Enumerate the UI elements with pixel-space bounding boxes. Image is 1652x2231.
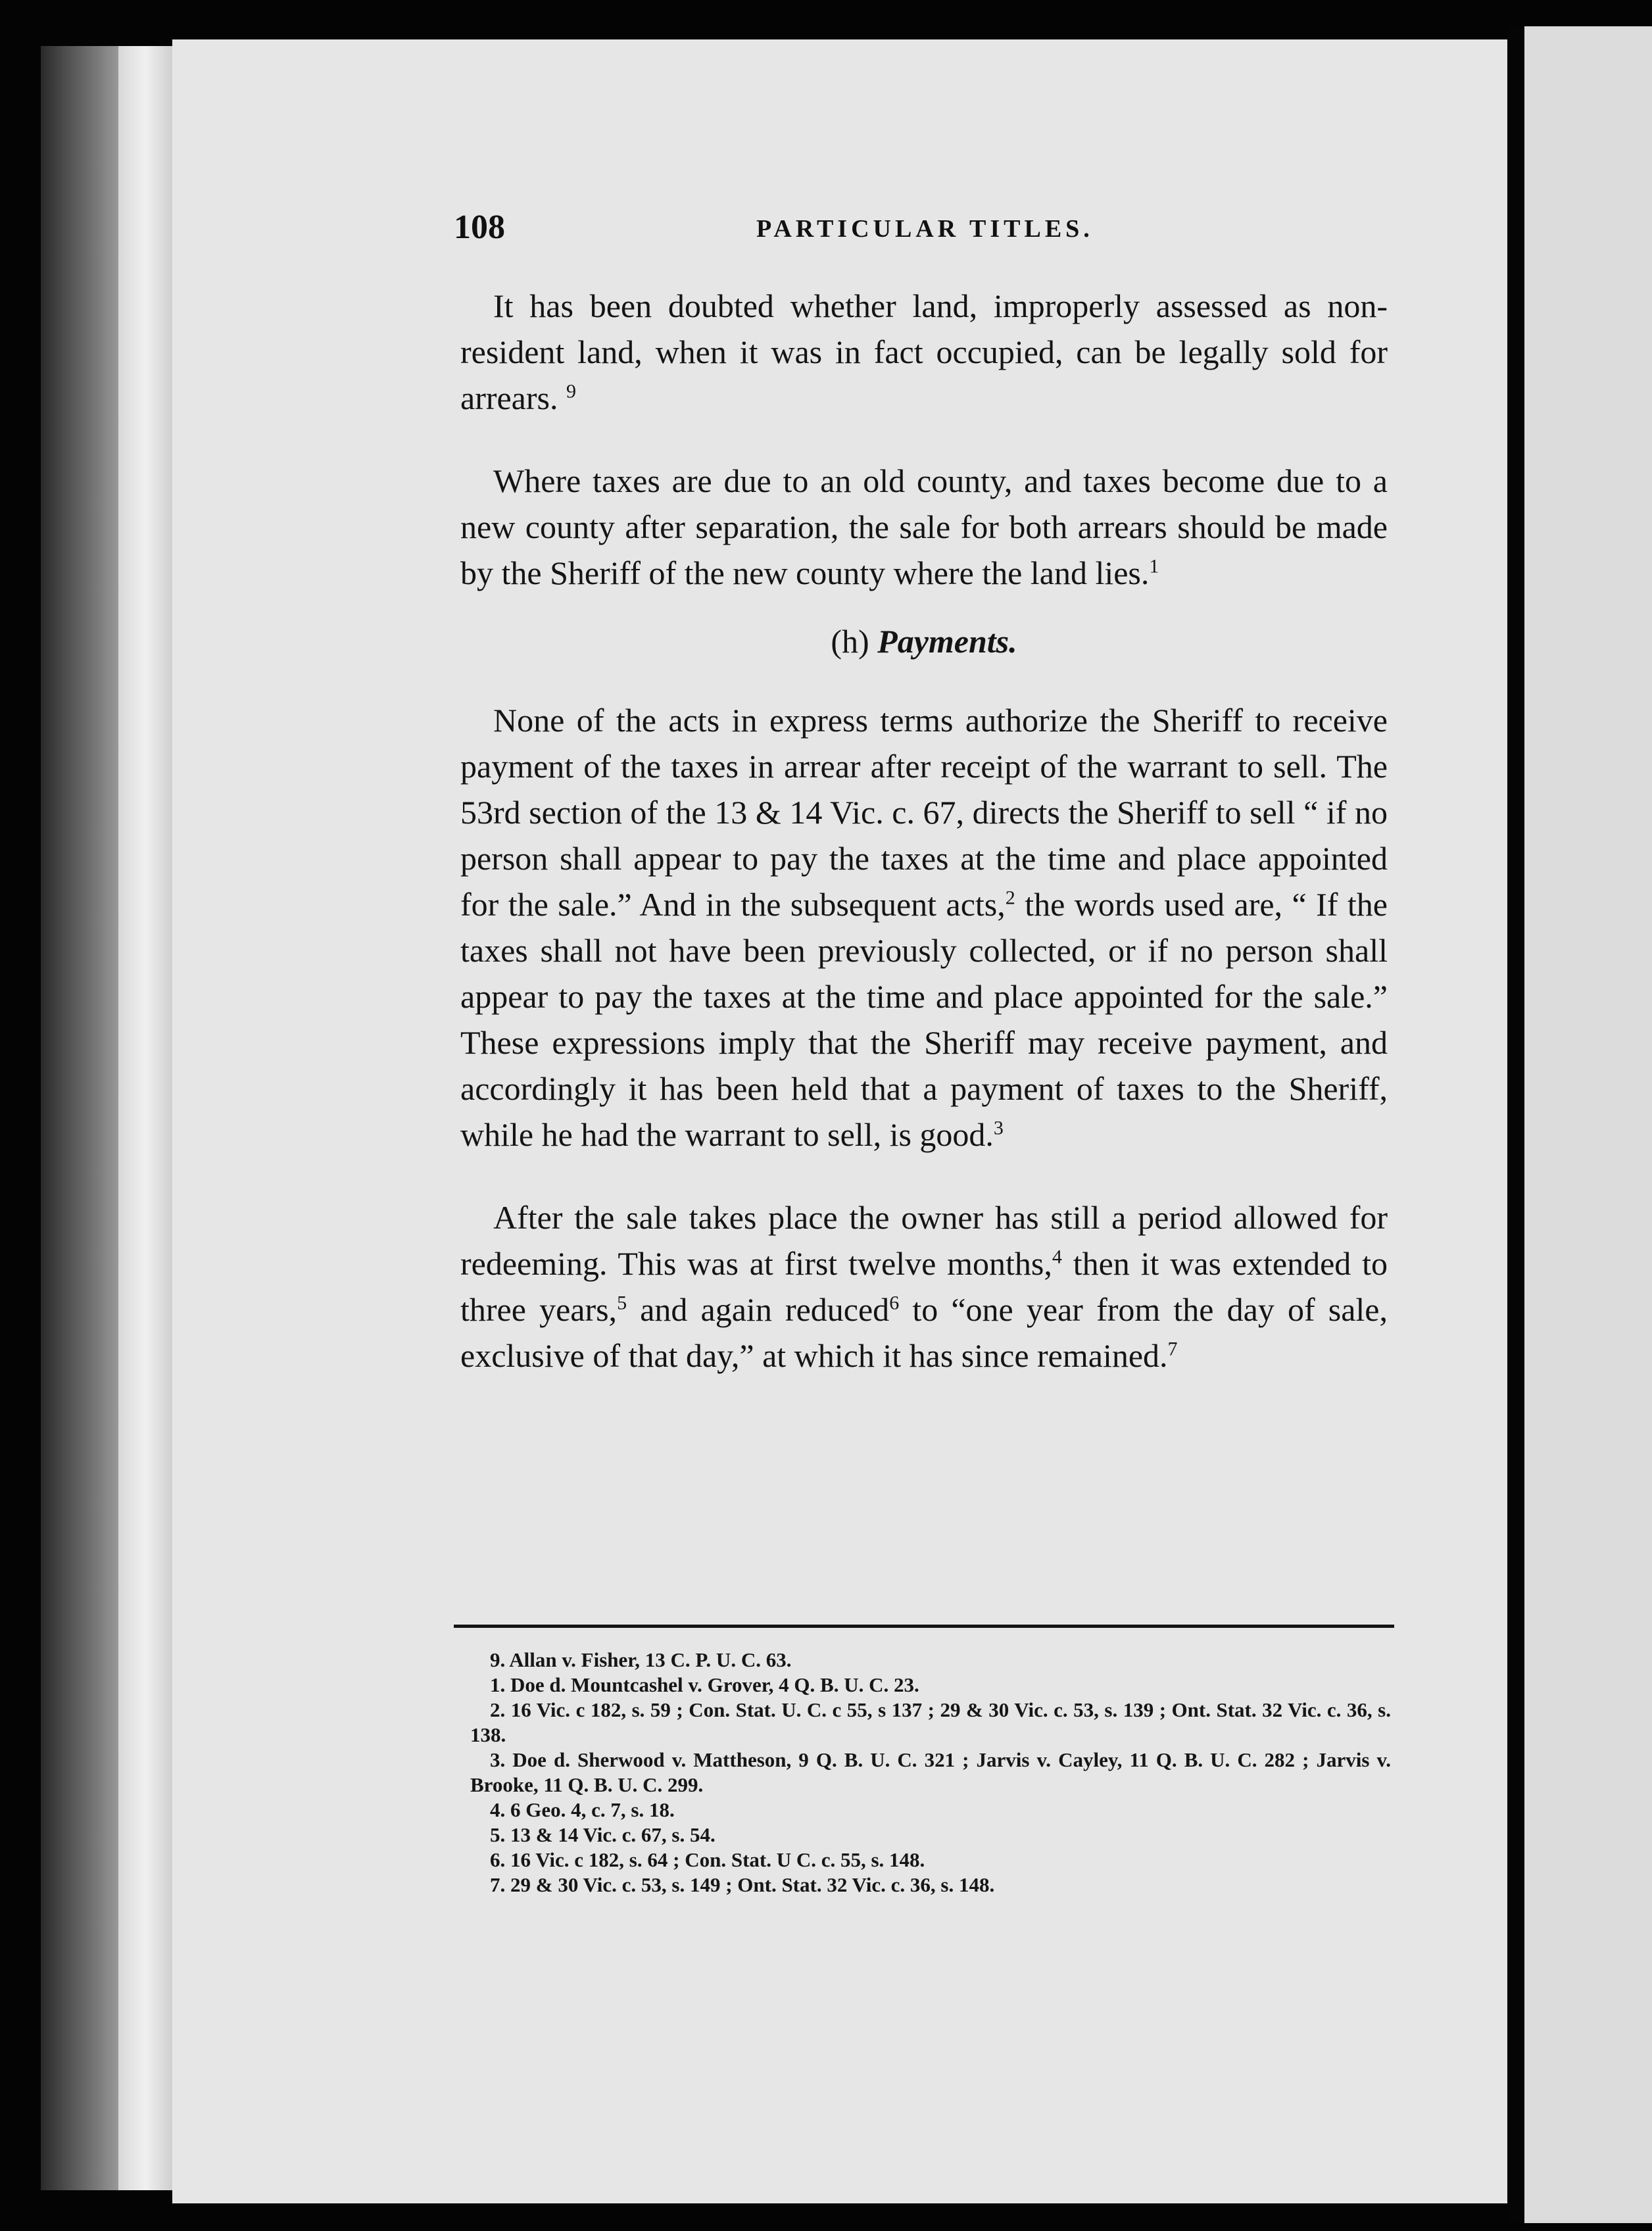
footnote-ref: 2 xyxy=(1005,887,1015,909)
footnote-ref: 7 xyxy=(1167,1338,1178,1360)
footnote: 7. 29 & 30 Vic. c. 53, s. 149 ; Ont. Stat. 32 Vic. c. 36, s. 148. xyxy=(490,1873,995,1896)
facing-page-edge xyxy=(1524,26,1652,2223)
body-text xyxy=(460,283,1388,1379)
footnote-ref: 4 xyxy=(1052,1246,1062,1268)
footnotes xyxy=(470,1648,1391,1898)
footnote-ref: 1 xyxy=(1149,555,1159,577)
footnote: 6. 16 Vic. c 182, s. 64 ; Con. Stat. U C. c. 55, s. 148. xyxy=(490,1848,925,1871)
running-title: PARTICULAR TITLES. xyxy=(756,215,1094,243)
footnote-ref: 3 xyxy=(993,1117,1004,1139)
section-label: (h) xyxy=(831,623,869,660)
footnote: 5. 13 & 14 Vic. c. 67, s. 54. xyxy=(490,1823,716,1846)
footnote-ref: 9 xyxy=(566,380,576,403)
page-edge xyxy=(118,46,172,2190)
paragraph-3 xyxy=(460,697,1388,1158)
footnote-ref: 5 xyxy=(617,1292,627,1314)
paragraph-4-text-b: then it was extended to three years, xyxy=(460,1245,1388,1328)
paragraph-4-text-d: to “one year from the day of sale, exclusive of that day,” at which it has since remained. xyxy=(460,1291,1388,1374)
footnote-ref: 6 xyxy=(889,1292,900,1314)
paragraph-1 xyxy=(460,283,1388,421)
footnote: 4. 6 Geo. 4, c. 7, s. 18. xyxy=(490,1798,675,1821)
paragraph-4-text-a: After the sale takes place the owner has still a period allowed for redeeming. This was at first twelve months, xyxy=(460,1199,1388,1282)
footnote: 1. Doe d. Mountcashel v. Grover, 4 Q. B. U. C. 23. xyxy=(490,1673,919,1696)
paragraph-4 xyxy=(460,1194,1388,1379)
paragraph-3-text-a: None of the acts in express terms authorize the Sheriff to receive payment of the taxes in arrear after receipt of the warrant to sell. The 53rd section of the 13 & 14 Vic. c. 67, directs the Sheriff to sell “ if no person shall appear to pay the taxes at the time and place appointed for the sale.” And in the subsequent acts, xyxy=(460,702,1388,923)
paragraph-2-text: Where taxes are due to an old county, and taxes become due to a new county after separation, the sale for both arrears should be made by the Sheriff of the new county where the land lies. xyxy=(460,462,1388,591)
page-number: 108 xyxy=(454,208,505,246)
paragraph-1-text: It has been doubted whether land, improperly assessed as non-resident land, when it was in fact occupied, can be legally sold for arrears. xyxy=(460,287,1388,416)
page-header xyxy=(454,208,1388,260)
footnote: 9. Allan v. Fisher, 13 C. P. U. C. 63. xyxy=(490,1648,792,1671)
footnote-divider xyxy=(454,1625,1394,1628)
section-title: Payments. xyxy=(877,623,1017,660)
page-gutter xyxy=(1507,26,1524,2223)
section-heading xyxy=(460,596,1388,697)
paragraph-3-text-b: the words used are, “ If the taxes shall not have been previously collected, or if no person shall appear to pay the taxes at the time and place appointed for the sale.” These expressions imply that the Sheriff may receive payment, and accordingly it has been held that a payment of taxes to the Sheriff, while he had the warrant to sell, is good. xyxy=(460,886,1388,1153)
footnote: 2. 16 Vic. c 182, s. 59 ; Con. Stat. U. C. c 55, s 137 ; 29 & 30 Vic. c. 53, s. 139 ; Ont. Stat. 32 Vic. c. 36, s. 138. xyxy=(470,1698,1391,1746)
footnote: 3. Doe d. Sherwood v. Mattheson, 9 Q. B. U. C. 321 ; Jarvis v. Cayley, 11 Q. B. U. C. 282 ; Jarvis v. Brooke, 11 Q. B. U. C. 299. xyxy=(470,1748,1391,1796)
paragraph-4-text-c: and again reduced xyxy=(627,1291,890,1328)
paragraph-2 xyxy=(460,458,1388,596)
